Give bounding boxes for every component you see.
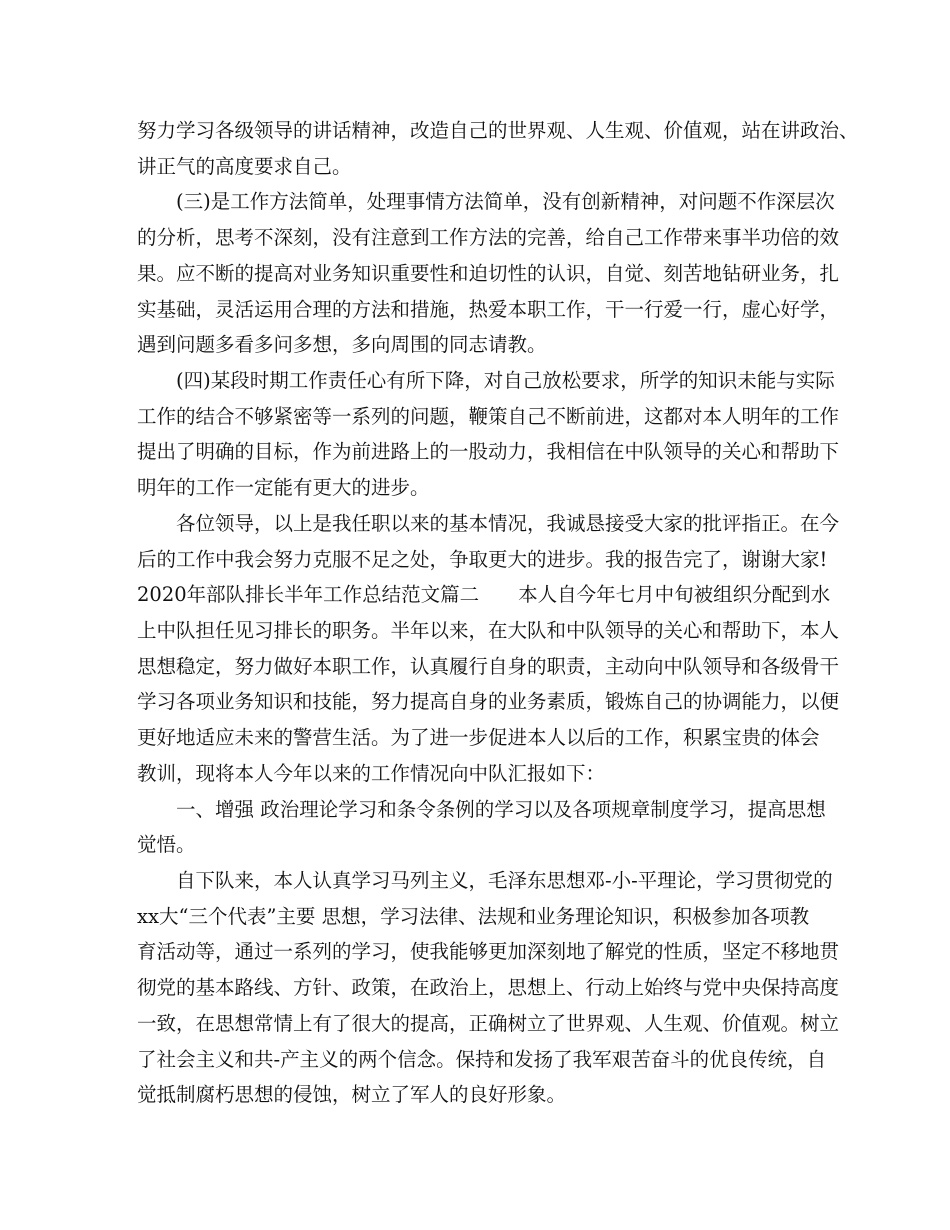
- text-line: 学习各项业务知识和技能，努力提高自身的业务素质，锻炼自己的协调能力，以便: [137, 690, 840, 713]
- paragraph-start: 一、增强 政治理论学习和条令条例的学习以及各项规章制度学习，提高思想: [176, 798, 826, 821]
- section-heading-line: 2020年部队排长半年工作总结范文篇二 本人自今年七月中旬被组织分配到水: [137, 583, 831, 606]
- text-line: 更好地适应未来的警营生活。为了进一步促进本人以后的工作，积累宝贵的体会: [137, 726, 820, 749]
- text-line: 上中队担任见习排长的职务。半年以来，在大队和中队领导的关心和帮助下，本人: [137, 619, 840, 642]
- paragraph-start: 各位领导，以上是我任职以来的基本情况，我诚恳接受大家的批评指正。在今: [176, 512, 840, 535]
- text-line: 一致，在思想常情上有了很大的提高，正确树立了世界观、人生观、价值观。树立: [137, 1012, 840, 1035]
- text-line: 提出了明确的目标，作为前进路上的一股动力，我相信在中队领导的关心和帮助下: [137, 440, 840, 463]
- text-line: 了社会主义和共-产主义的两个信念。保持和发扬了我军艰苦奋斗的优良传统，自: [137, 1048, 827, 1071]
- text-line: 实基础，灵活运用合理的方法和措施，热爱本职工作，干一行爱一行，虚心好学，: [137, 298, 840, 321]
- text-line: 觉抵制腐朽思想的侵蚀，树立了军人的良好形象。: [137, 1083, 567, 1106]
- text-line: xx大“三个代表”主要 思想，学习法律、法规和业务理论知识，积极参加各项教: [137, 905, 810, 928]
- paragraph-start: (三)是工作方法简单，处理事情方法简单，没有创新精神，对问题不作深层次: [176, 190, 835, 213]
- text-line: 遇到问题多看多问多想，多向周围的同志请教。: [137, 333, 547, 356]
- text-line: 明年的工作一定能有更大的进步。: [137, 476, 430, 499]
- text-line: 彻党的基本路线、方针、政策，在政治上，思想上、行动上始终与党中央保持高度: [137, 976, 840, 999]
- paragraph-start: 自下队来，本人认真学习马列主义，毛泽东思想邓-小-平理论，学习贯彻党的: [176, 869, 833, 892]
- text-line: 觉悟。: [137, 833, 196, 856]
- text-line: 工作的结合不够紧密等一系列的问题，鞭策自己不断前进，这都对本人明年的工作: [137, 405, 840, 428]
- text-line: 育活动等，通过一系列的学习，使我能够更加深刻地了解党的性质，坚定不移地贯: [137, 940, 840, 963]
- text-line: 的分析，思考不深刻，没有注意到工作方法的完善，给自己工作带来事半功倍的效: [137, 226, 840, 249]
- text-line: 教训，现将本人今年以来的工作情况向中队汇报如下：: [137, 762, 606, 785]
- text-line: 思想稳定，努力做好本职工作，认真履行自身的职责，主动向中队领导和各级骨干: [137, 655, 840, 678]
- text-line: 讲正气的高度要求自己。: [137, 155, 352, 178]
- text-line: 后的工作中我会努力克服不足之处，争取更大的进步。我的报告完了，谢谢大家!: [137, 548, 828, 571]
- text-line: 果。应不断的提高对业务知识重要性和迫切性的认识，自觉、刻苦地钻研业务，扎: [137, 262, 840, 285]
- text-line: 努力学习各级领导的讲话精神，改造自己的世界观、人生观、价值观，站在讲政治、: [137, 119, 859, 142]
- paragraph-start: (四)某段时期工作责任心有所下降，对自己放松要求，所学的知识未能与实际: [176, 369, 835, 392]
